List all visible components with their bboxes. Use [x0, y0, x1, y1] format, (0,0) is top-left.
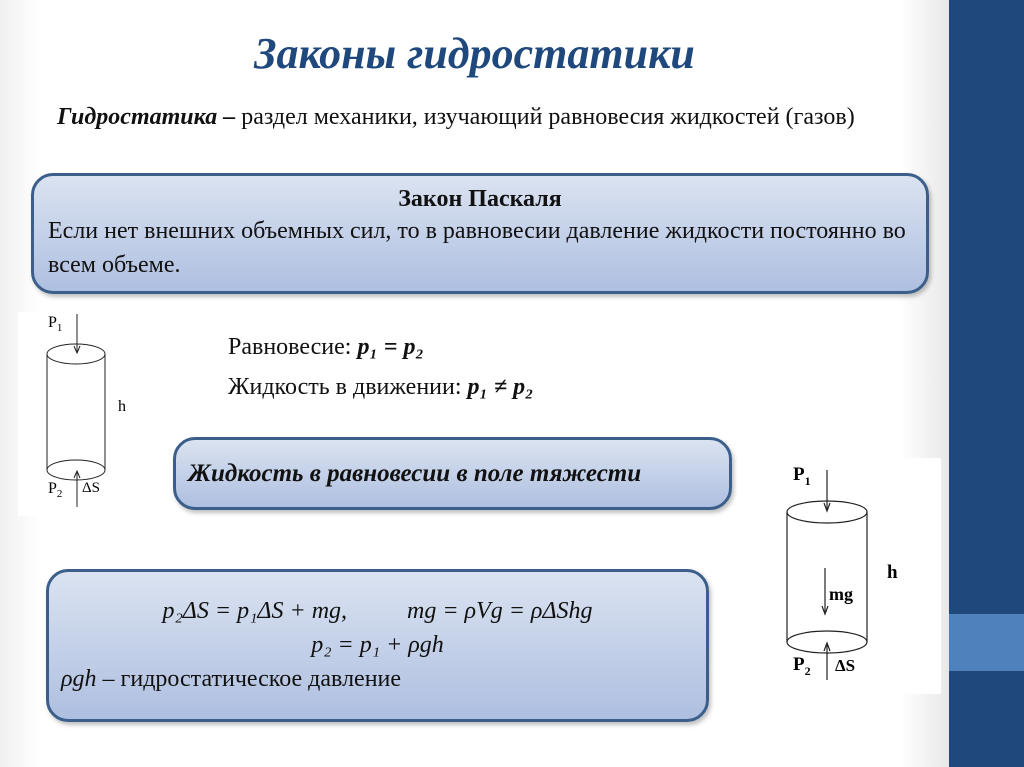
intro-term: Гидростатика	[57, 104, 218, 130]
label-p1: $P_1$	[793, 464, 811, 488]
pascal-law-text: Если нет внешних объемных сил, то в равновесии давление жидкости постоянно во всем объеме.	[48, 218, 906, 278]
formula-box	[46, 569, 709, 722]
label-p2: $P_2$	[793, 654, 811, 678]
motion-formula: p₁ ≠ p₂	[467, 374, 534, 400]
formula-line-3: ρgh – гидростатическое давление	[61, 666, 402, 692]
motion-line: Жидкость в движении: p₁ ≠ p₂	[228, 374, 534, 400]
equilibrium-line: Равновесие: p₁ = p₂	[228, 334, 424, 360]
label-delta-s: ΔS	[82, 480, 100, 496]
label-h: h	[887, 562, 898, 583]
intro-definition: Гидростатика – раздел механики, изучающий равновесия жидкостей (газов)	[57, 104, 855, 130]
label-h: h	[118, 398, 126, 415]
label-delta-s: ΔS	[835, 656, 856, 675]
pascal-law-box	[31, 173, 929, 294]
label-p1: $P_1$	[48, 314, 63, 335]
intro-text: раздел механики, изучающий равновесия жидкостей (газов)	[241, 104, 855, 130]
label-mg: mg	[829, 584, 853, 604]
cylinder-diagram-left	[18, 312, 145, 516]
gravity-heading: Жидкость в равновесии в поле тяжести	[188, 459, 642, 487]
equilibrium-formula: p₁ = p₂	[357, 334, 424, 360]
formula-line-1: p₂ΔS = p₁ΔS + mg, mg = ρVg = ρΔShg	[162, 598, 593, 624]
label-p2: $P_2$	[48, 480, 63, 501]
gravity-heading-box	[173, 437, 732, 510]
formula-line-2: p₂ = p₁ + ρgh	[311, 632, 444, 658]
decorative-sidebar-accent	[949, 614, 1024, 671]
slide-title: Законы гидростатики	[254, 29, 695, 78]
cylinder-diagram-right	[773, 458, 941, 694]
pascal-law-title: Закон Паскаля	[398, 186, 562, 212]
